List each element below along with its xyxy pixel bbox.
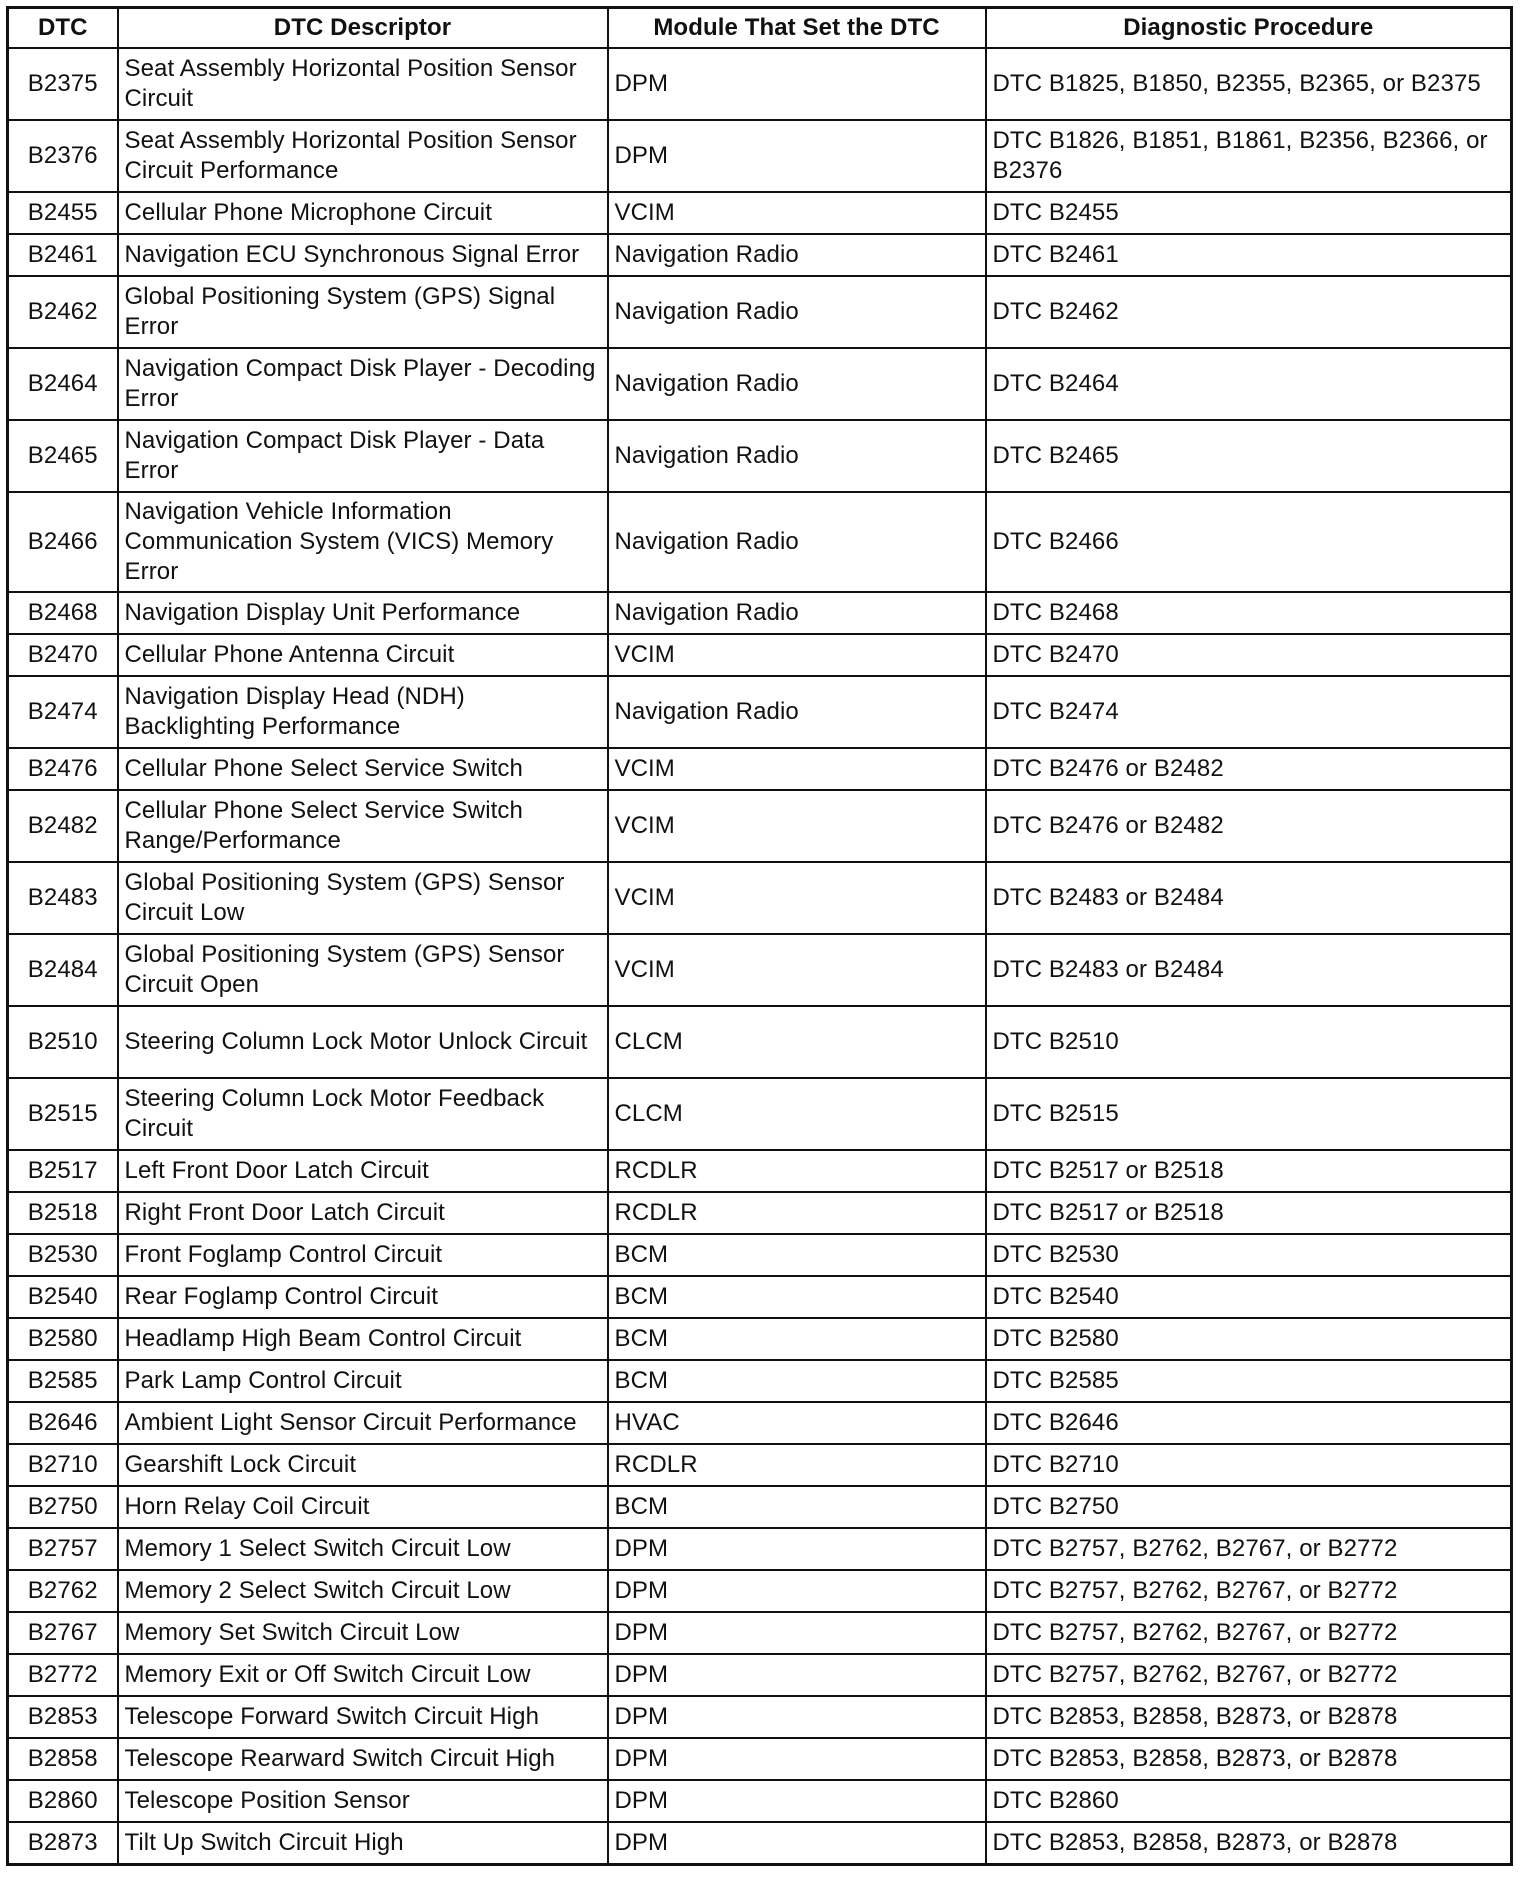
dtc-module: CLCM [608,1078,986,1150]
table-row [8,1486,1512,1528]
dtc-module: DPM [608,1738,986,1780]
dtc-descriptor: Memory 2 Select Switch Circuit Low [118,1570,608,1612]
dtc-procedure: DTC B2476 or B2482 [986,790,1512,862]
dtc-descriptor: Steering Column Lock Motor Unlock Circuit [118,1006,608,1078]
dtc-descriptor: Left Front Door Latch Circuit [118,1150,608,1192]
dtc-code: B2515 [8,1078,118,1150]
dtc-descriptor: Memory Exit or Off Switch Circuit Low [118,1654,608,1696]
table-row [8,1006,1512,1078]
dtc-procedure: DTC B2853, B2858, B2873, or B2878 [986,1822,1512,1865]
dtc-module: DPM [608,1780,986,1822]
dtc-module: DPM [608,1528,986,1570]
dtc-module: CLCM [608,1006,986,1078]
dtc-code: B2455 [8,192,118,234]
table-row [8,234,1512,276]
dtc-module: VCIM [608,748,986,790]
dtc-code: B2580 [8,1318,118,1360]
dtc-code: B2468 [8,592,118,634]
dtc-code: B2772 [8,1654,118,1696]
dtc-descriptor: Ambient Light Sensor Circuit Performance [118,1402,608,1444]
dtc-module: VCIM [608,790,986,862]
table-row [8,1318,1512,1360]
dtc-module: Navigation Radio [608,348,986,420]
dtc-descriptor: Navigation Compact Disk Player - Decoding Error [118,348,608,420]
dtc-procedure: DTC B2757, B2762, B2767, or B2772 [986,1612,1512,1654]
dtc-module: BCM [608,1276,986,1318]
dtc-procedure: DTC B2483 or B2484 [986,934,1512,1006]
dtc-code: B2476 [8,748,118,790]
dtc-descriptor: Park Lamp Control Circuit [118,1360,608,1402]
table-row [8,1444,1512,1486]
dtc-code: B2465 [8,420,118,492]
dtc-descriptor: Front Foglamp Control Circuit [118,1234,608,1276]
dtc-procedure: DTC B2540 [986,1276,1512,1318]
dtc-procedure: DTC B2853, B2858, B2873, or B2878 [986,1738,1512,1780]
dtc-procedure: DTC B2710 [986,1444,1512,1486]
dtc-descriptor: Global Positioning System (GPS) Sensor Circuit Open [118,934,608,1006]
dtc-descriptor: Navigation Display Head (NDH) Backlighting Performance [118,676,608,748]
table-row [8,676,1512,748]
table-row [8,1360,1512,1402]
dtc-descriptor: Horn Relay Coil Circuit [118,1486,608,1528]
dtc-procedure: DTC B2757, B2762, B2767, or B2772 [986,1654,1512,1696]
table-row [8,1822,1512,1865]
dtc-descriptor: Seat Assembly Horizontal Position Sensor Circuit [118,48,608,120]
table-row [8,790,1512,862]
header-dtc: DTC [8,8,118,49]
dtc-code: B2767 [8,1612,118,1654]
dtc-code: B2853 [8,1696,118,1738]
dtc-code: B2462 [8,276,118,348]
dtc-procedure: DTC B2470 [986,634,1512,676]
table-row [8,634,1512,676]
dtc-module: DPM [608,120,986,192]
table-row [8,1402,1512,1444]
table-row [8,1738,1512,1780]
table-row [8,748,1512,790]
table-row [8,862,1512,934]
dtc-module: RCDLR [608,1444,986,1486]
dtc-module: VCIM [608,634,986,676]
dtc-code: B2517 [8,1150,118,1192]
dtc-module: VCIM [608,192,986,234]
dtc-code: B2530 [8,1234,118,1276]
dtc-code: B2762 [8,1570,118,1612]
dtc-procedure: DTC B2750 [986,1486,1512,1528]
dtc-code: B2750 [8,1486,118,1528]
table-row [8,1612,1512,1654]
table-row [8,1150,1512,1192]
dtc-code: B2483 [8,862,118,934]
dtc-module: HVAC [608,1402,986,1444]
dtc-procedure: DTC B2530 [986,1234,1512,1276]
dtc-descriptor: Cellular Phone Antenna Circuit [118,634,608,676]
table-row [8,1192,1512,1234]
dtc-module: DPM [608,1612,986,1654]
dtc-descriptor: Telescope Position Sensor [118,1780,608,1822]
dtc-module: Navigation Radio [608,676,986,748]
table-row [8,1696,1512,1738]
dtc-procedure: DTC B2585 [986,1360,1512,1402]
dtc-descriptor: Cellular Phone Select Service Switch [118,748,608,790]
dtc-code: B2470 [8,634,118,676]
dtc-procedure: DTC B2860 [986,1780,1512,1822]
header-procedure: Diagnostic Procedure [986,8,1512,49]
dtc-module: VCIM [608,862,986,934]
dtc-procedure: DTC B2853, B2858, B2873, or B2878 [986,1696,1512,1738]
dtc-procedure: DTC B2462 [986,276,1512,348]
dtc-module: Navigation Radio [608,592,986,634]
dtc-procedure: DTC B2483 or B2484 [986,862,1512,934]
dtc-procedure: DTC B2468 [986,592,1512,634]
dtc-code: B2646 [8,1402,118,1444]
table-row [8,492,1512,592]
dtc-code: B2484 [8,934,118,1006]
dtc-procedure: DTC B2580 [986,1318,1512,1360]
dtc-table-container [6,6,1510,1866]
table-row [8,276,1512,348]
dtc-procedure: DTC B1825, B1850, B2355, B2365, or B2375 [986,48,1512,120]
dtc-code: B2873 [8,1822,118,1865]
dtc-descriptor: Navigation Compact Disk Player - Data Error [118,420,608,492]
header-module: Module That Set the DTC [608,8,986,49]
dtc-code: B2757 [8,1528,118,1570]
dtc-procedure: DTC B2474 [986,676,1512,748]
dtc-procedure: DTC B2464 [986,348,1512,420]
dtc-module: Navigation Radio [608,276,986,348]
dtc-procedure: DTC B2466 [986,492,1512,592]
dtc-module: DPM [608,1570,986,1612]
dtc-code: B2375 [8,48,118,120]
dtc-descriptor: Global Positioning System (GPS) Sensor Circuit Low [118,862,608,934]
dtc-descriptor: Gearshift Lock Circuit [118,1444,608,1486]
dtc-descriptor: Memory 1 Select Switch Circuit Low [118,1528,608,1570]
dtc-descriptor: Global Positioning System (GPS) Signal Error [118,276,608,348]
table-row [8,120,1512,192]
dtc-code: B2585 [8,1360,118,1402]
table-row [8,1276,1512,1318]
dtc-module: RCDLR [608,1192,986,1234]
dtc-descriptor: Seat Assembly Horizontal Position Sensor Circuit Performance [118,120,608,192]
table-row [8,348,1512,420]
dtc-descriptor: Navigation Display Unit Performance [118,592,608,634]
dtc-procedure: DTC B2510 [986,1006,1512,1078]
dtc-procedure: DTC B2461 [986,234,1512,276]
dtc-module: Navigation Radio [608,492,986,592]
dtc-code: B2474 [8,676,118,748]
table-row [8,192,1512,234]
table-row [8,1570,1512,1612]
dtc-module: Navigation Radio [608,234,986,276]
table-row [8,420,1512,492]
dtc-code: B2858 [8,1738,118,1780]
dtc-descriptor: Steering Column Lock Motor Feedback Circuit [118,1078,608,1150]
dtc-procedure: DTC B2757, B2762, B2767, or B2772 [986,1570,1512,1612]
dtc-descriptor: Cellular Phone Select Service Switch Range/Performance [118,790,608,862]
table-row [8,934,1512,1006]
dtc-module: BCM [608,1318,986,1360]
dtc-table [6,6,1513,1866]
dtc-code: B2461 [8,234,118,276]
dtc-procedure: DTC B2476 or B2482 [986,748,1512,790]
dtc-module: DPM [608,1654,986,1696]
table-row [8,1234,1512,1276]
dtc-module: DPM [608,1696,986,1738]
dtc-descriptor: Telescope Rearward Switch Circuit High [118,1738,608,1780]
dtc-descriptor: Memory Set Switch Circuit Low [118,1612,608,1654]
table-row [8,592,1512,634]
dtc-module: BCM [608,1234,986,1276]
dtc-code: B2466 [8,492,118,592]
dtc-code: B2710 [8,1444,118,1486]
dtc-module: VCIM [608,934,986,1006]
dtc-descriptor: Telescope Forward Switch Circuit High [118,1696,608,1738]
dtc-code: B2376 [8,120,118,192]
dtc-module: Navigation Radio [608,420,986,492]
dtc-descriptor: Headlamp High Beam Control Circuit [118,1318,608,1360]
header-row [8,8,1512,49]
table-row [8,1528,1512,1570]
dtc-code: B2518 [8,1192,118,1234]
dtc-module: BCM [608,1360,986,1402]
dtc-descriptor: Navigation ECU Synchronous Signal Error [118,234,608,276]
dtc-procedure: DTC B2515 [986,1078,1512,1150]
dtc-module: BCM [608,1486,986,1528]
dtc-descriptor: Right Front Door Latch Circuit [118,1192,608,1234]
dtc-procedure: DTC B2517 or B2518 [986,1192,1512,1234]
dtc-code: B2482 [8,790,118,862]
dtc-procedure: DTC B2757, B2762, B2767, or B2772 [986,1528,1512,1570]
dtc-procedure: DTC B2646 [986,1402,1512,1444]
table-row [8,1078,1512,1150]
dtc-descriptor: Cellular Phone Microphone Circuit [118,192,608,234]
dtc-procedure: DTC B2455 [986,192,1512,234]
table-row [8,48,1512,120]
dtc-procedure: DTC B2517 or B2518 [986,1150,1512,1192]
dtc-code: B2464 [8,348,118,420]
dtc-code: B2510 [8,1006,118,1078]
dtc-code: B2540 [8,1276,118,1318]
header-descriptor: DTC Descriptor [118,8,608,49]
dtc-procedure: DTC B2465 [986,420,1512,492]
dtc-descriptor: Navigation Vehicle Information Communication System (VICS) Memory Error [118,492,608,592]
dtc-module: RCDLR [608,1150,986,1192]
dtc-module: DPM [608,1822,986,1865]
dtc-descriptor: Rear Foglamp Control Circuit [118,1276,608,1318]
table-row [8,1654,1512,1696]
table-row [8,1780,1512,1822]
dtc-module: DPM [608,48,986,120]
dtc-descriptor: Tilt Up Switch Circuit High [118,1822,608,1865]
dtc-procedure: DTC B1826, B1851, B1861, B2356, B2366, or B2376 [986,120,1512,192]
dtc-code: B2860 [8,1780,118,1822]
